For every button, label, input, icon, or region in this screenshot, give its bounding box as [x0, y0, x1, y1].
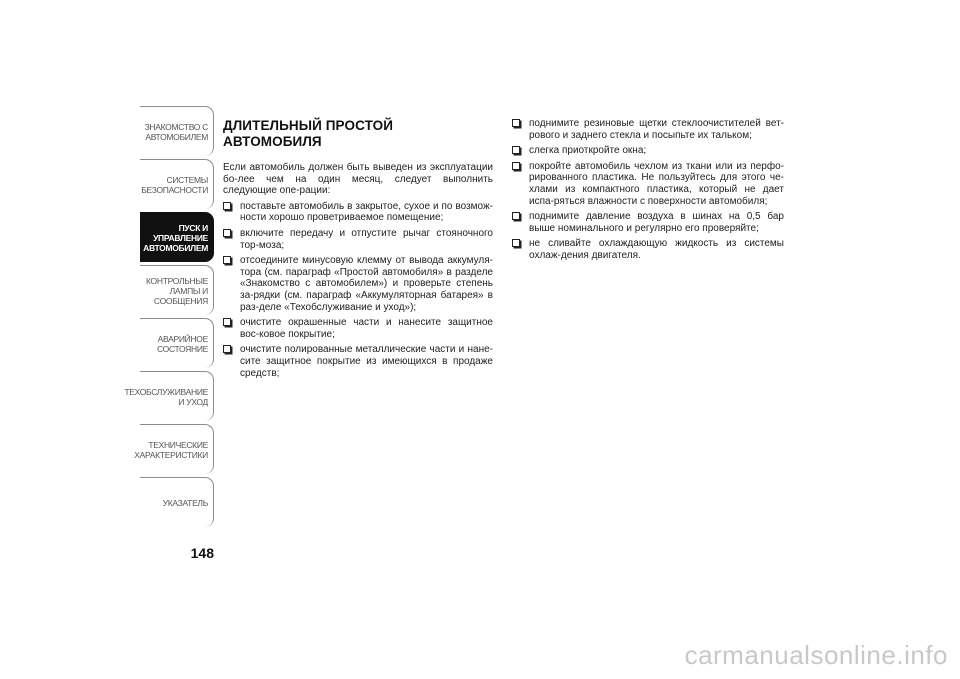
list-item	[512, 118, 784, 141]
tab-starting-driving[interactable]: ПУСК И УПРАВЛЕНИЕ АВТОМОБИЛЕМ	[140, 212, 214, 262]
list-item-text: не сливайте охлаждающую жидкость из системы охлаж-дения двигателя.	[529, 238, 784, 261]
tab-warning-lights[interactable]: КОНТРОЛЬНЫЕ ЛАМПЫ И СООБЩЕНИЯ	[140, 265, 214, 315]
checkbox-bullet-icon	[512, 119, 520, 127]
list-item	[223, 317, 493, 340]
intro-paragraph: Если автомобиль должен быть выведен из эксплуатации бо-лее чем на один месяц, следует выполнить следующие опе-рации:	[223, 162, 493, 197]
chapter-tabs	[124, 106, 214, 530]
checkbox-bullet-icon	[512, 239, 520, 247]
list-item	[223, 201, 493, 224]
list-item	[512, 211, 784, 234]
page-number: 148	[190, 545, 214, 561]
list-item-text: поднимите резиновые щетки стеклоочистителей вет-рового и заднего стекла и посыпьте их тальком;	[529, 118, 784, 141]
tab-technical-specifications[interactable]: ТЕХНИЧЕСКИЕ ХАРАКТЕРИСТИКИ	[140, 424, 214, 474]
list-item	[512, 238, 784, 261]
list-item-text: включите передачу и отпустите рычаг стояночного тор-моза;	[240, 227, 493, 251]
list-item-text: покройте автомобиль чехлом из ткани или из перфо-рированного пластика. Не пользуйтесь для этого че-хлами из компактного пластика, который не дает испа-ряться влажности с поверхности автомобиля;	[529, 160, 784, 207]
list-item-text: поставьте автомобиль в закрытое, сухое и по возмож-ности хорошо проветриваемое помещение;	[240, 200, 493, 224]
list-item	[512, 161, 784, 207]
right-instruction-list	[512, 118, 784, 262]
checkbox-bullet-icon	[223, 256, 231, 264]
checkbox-bullet-icon	[223, 202, 231, 210]
tab-introduction[interactable]: ЗНАКОМСТВО С АВТОМОБИЛЕМ	[140, 106, 214, 156]
tab-index[interactable]: УКАЗАТЕЛЬ	[140, 477, 214, 527]
checkbox-bullet-icon	[512, 212, 520, 220]
list-item	[223, 344, 493, 379]
left-column	[223, 118, 493, 383]
list-item-text: очистите окрашенные части и нанесите защитное вос-ковое покрытие;	[240, 317, 493, 340]
watermark: carmanualsonline.info	[684, 640, 948, 670]
list-item-text: отсоедините минусовую клемму от вывода аккумуля-тора (см. параграф «Простой автомобиля» в разделе «Знакомство с автомобилем») и проверьте степень за-рядки (см. параграф «Аккумуляторная батарея» в раз-деле «Техобслуживание и уход»);	[240, 255, 493, 313]
list-item	[223, 255, 493, 313]
checkbox-bullet-icon	[512, 146, 520, 154]
list-item	[512, 145, 784, 157]
right-column	[512, 118, 784, 266]
tab-safety-systems[interactable]: СИСТЕМЫ БЕЗОПАСНОСТИ	[140, 159, 214, 209]
list-item-text: поднимите давление воздуха в шинах на 0,5 бар выше номинального и регулярно его проверяйте;	[529, 211, 784, 234]
list-item-text: слегка приоткройте окна;	[529, 145, 647, 157]
left-instruction-list	[223, 201, 493, 379]
page-title: ДЛИТЕЛЬНЫЙ ПРОСТОЙ АВТОМОБИЛЯ	[223, 118, 393, 149]
list-item	[223, 228, 493, 251]
checkbox-bullet-icon	[512, 162, 520, 170]
tab-maintenance[interactable]: ТЕХОБСЛУЖИВАНИЕ И УХОД	[140, 371, 214, 421]
checkbox-bullet-icon	[223, 345, 231, 353]
list-item-text: очистите полированные металлические части и нане-сите защитное покрытие из имеющихся в продаже средств;	[240, 344, 493, 379]
checkbox-bullet-icon	[223, 229, 231, 237]
tab-emergency[interactable]: АВАРИЙНОЕ СОСТОЯНИЕ	[140, 318, 214, 368]
checkbox-bullet-icon	[223, 318, 231, 326]
